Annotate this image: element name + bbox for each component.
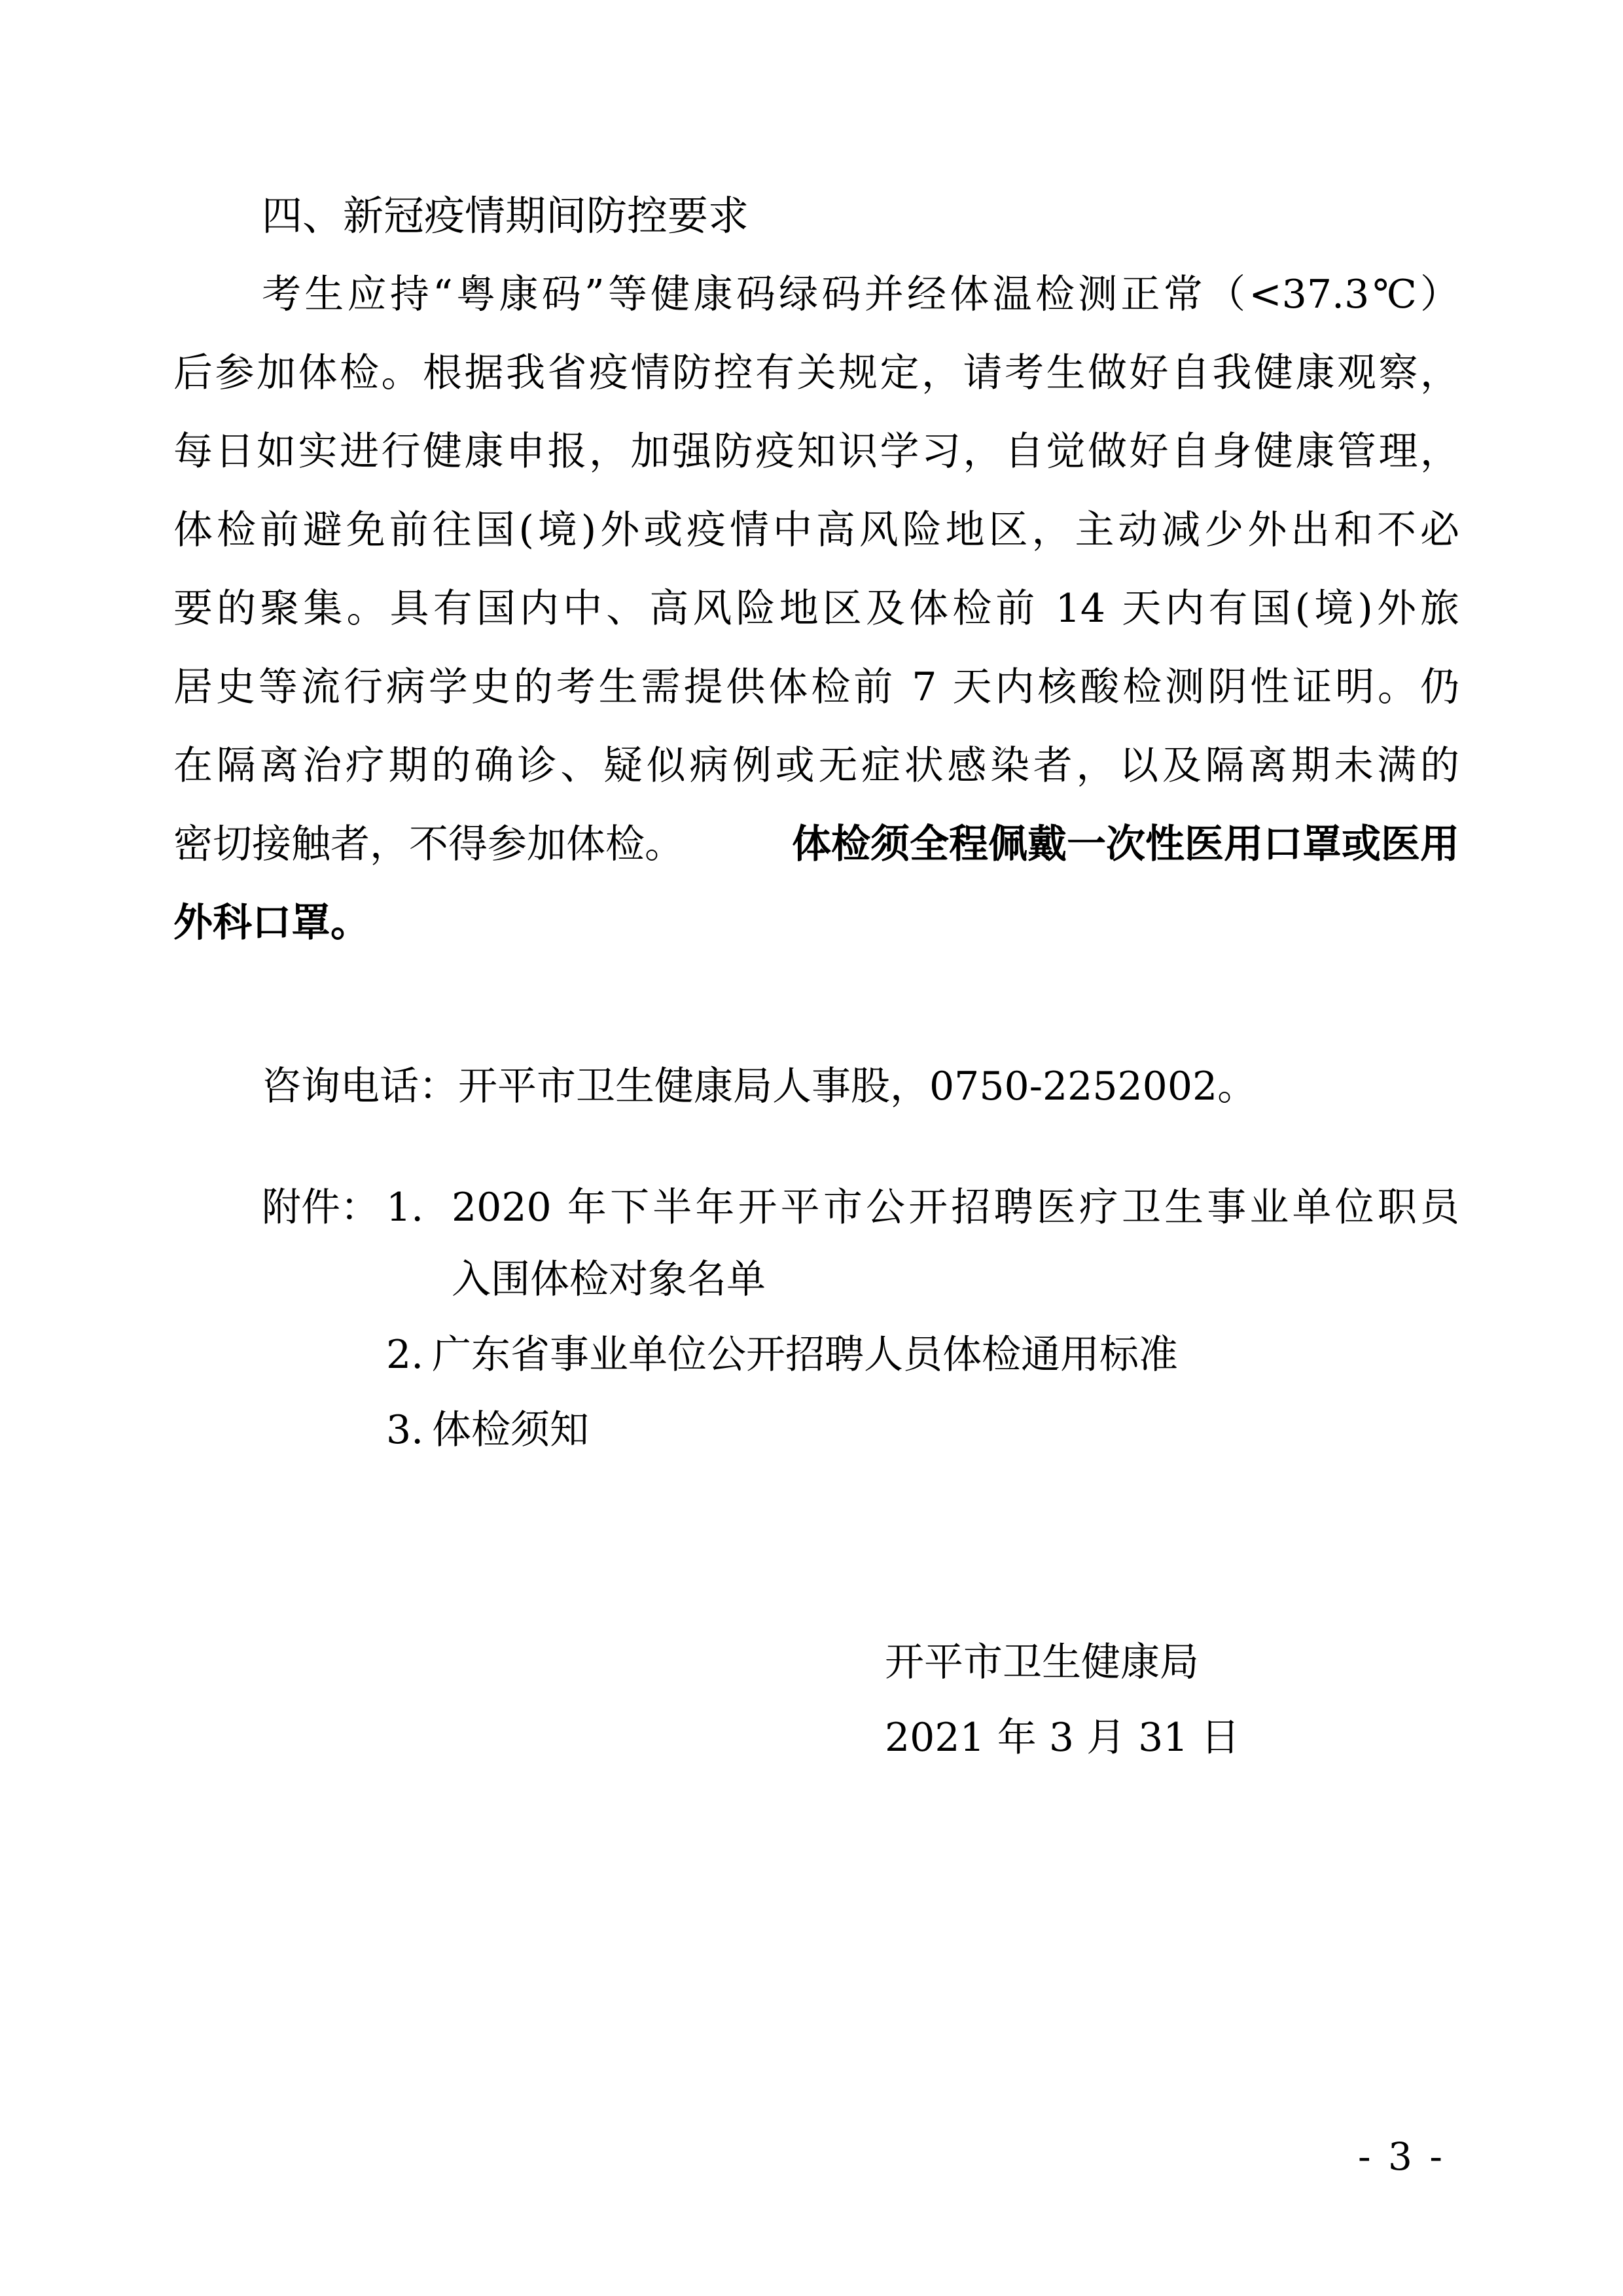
attachment-1-continuation: 入围体检对象名单 [452,1257,766,1302]
signature-date: 2021 年 3 月 31 日 [885,1715,1240,1761]
body-line-5: 要的聚集。具有国内中、高风险地区及体检前 14 天内有国(境)外旅 [173,586,1459,632]
mask-requirement-emphasis: 体检须全程佩戴一次性医用口罩或医用 [792,821,1459,867]
body-line-2: 后参加体检。根据我省疫情防控有关规定，请考生做好自我健康观察， [173,350,1459,396]
mask-requirement-emphasis-cont: 外科口罩。 [173,900,370,946]
attachment-3-number: 3. [386,1407,424,1453]
body-line-4: 体检前避免前往国(境)外或疫情中高风险地区，主动减少外出和不必 [173,507,1459,553]
attachment-1-number: 1. [386,1185,424,1230]
signature-organization: 开平市卫生健康局 [885,1640,1199,1685]
page-number: - 3 - [1358,2134,1445,2179]
section-heading: 四、新冠疫情期间防控要求 [262,192,749,240]
attachment-3-text: 体检须知 [432,1407,589,1453]
body-line-8-normal: 密切接触者，不得参加体检。 [173,821,684,867]
contact-phone: 咨询电话：开平市卫生健康局人事股，0750-2252002。 [262,1064,1257,1109]
body-line-8 [173,818,1459,870]
attachments-label: 附件： [262,1185,380,1230]
body-line-3: 每日如实进行健康申报，加强防疫知识学习，自觉做好自身健康管理， [173,429,1459,475]
body-line-7: 在隔离治疗期的确诊、疑似病例或无症状感染者，以及隔离期未满的 [173,743,1459,789]
attachment-1-text: 2020 年下半年开平市公开招聘医疗卫生事业单位职员 [452,1185,1459,1230]
attachment-2-text: 广东省事业单位公开招聘人员体检通用标准 [432,1332,1178,1378]
attachment-2-number: 2. [386,1332,424,1378]
body-line-6: 居史等流行病学史的考生需提供体检前 7 天内核酸检测阴性证明。仍 [173,664,1459,710]
body-line-1: 考生应持“粤康码”等健康码绿码并经体温检测正常（<37.3℃） [262,272,1459,317]
